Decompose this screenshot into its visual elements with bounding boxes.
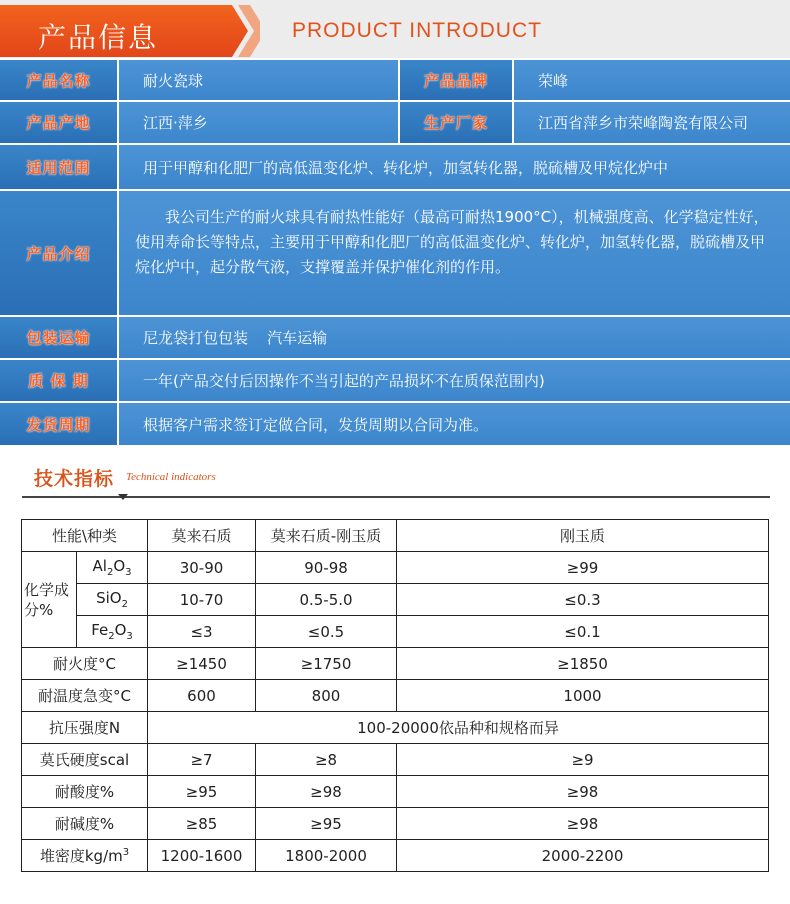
tech-title: 技术指标 bbox=[34, 468, 115, 490]
table-cell: ≥85 bbox=[148, 808, 256, 840]
header-ribbon bbox=[0, 5, 260, 57]
table-cell: ≥1450 bbox=[148, 648, 256, 680]
info-value: 耐火瓷球 bbox=[119, 60, 398, 100]
info-label: 适用范围 bbox=[0, 145, 117, 189]
page-title: 产品信息 bbox=[38, 21, 159, 54]
table-header-cell: 性能\种类 bbox=[22, 520, 148, 552]
table-row bbox=[22, 648, 769, 680]
row-label: 堆密度$kg/m^3$ bbox=[22, 840, 148, 872]
table-row bbox=[22, 808, 769, 840]
info-value: 用于甲醇和化肥厂的高低温变化炉、转化炉，加氢转化器，脱硫槽及甲烷化炉中 bbox=[119, 145, 790, 189]
info-row-name bbox=[0, 60, 790, 100]
table-cell: ≤3 bbox=[148, 616, 256, 648]
info-value: 我公司生产的耐火球具有耐热性能好（最高可耐热1900°C），机械强度高、化学稳定性好，使用寿命长等特点，主要用于甲醇和化肥厂的高低温变化炉、转化炉，加氢转化器，脱硫槽及甲烷化炉中，起分散气液，支撑覆盖并保护催化剂的作用。 bbox=[119, 191, 790, 315]
table-header-cell: 莫来石质 bbox=[148, 520, 256, 552]
table-cell: ≥8 bbox=[256, 744, 397, 776]
table-cell: 30-90 bbox=[148, 552, 256, 584]
table-cell: ≥7 bbox=[148, 744, 256, 776]
caret-down-icon bbox=[118, 494, 128, 500]
row-label: 耐火度°C bbox=[22, 648, 148, 680]
table-cell: 600 bbox=[148, 680, 256, 712]
table-cell: ≤0.5 bbox=[256, 616, 397, 648]
table-cell: ≥99 bbox=[397, 552, 769, 584]
table-row bbox=[22, 712, 769, 744]
table-cell: ≤0.1 bbox=[397, 616, 769, 648]
table-cell: ≥95 bbox=[148, 776, 256, 808]
info-row-delivery bbox=[0, 403, 790, 445]
info-value: 江西·萍乡 bbox=[119, 102, 398, 143]
table-cell: 1000 bbox=[397, 680, 769, 712]
info-label: 包装运输 bbox=[0, 317, 117, 358]
info-value: 江西省萍乡市荣峰陶瓷有限公司 bbox=[514, 102, 790, 143]
info-label: 发货周期 bbox=[0, 403, 117, 445]
table-row bbox=[22, 584, 769, 616]
row-label: 耐碱度% bbox=[22, 808, 148, 840]
table-cell: 2000-2200 bbox=[397, 840, 769, 872]
table-cell: 1200-1600 bbox=[148, 840, 256, 872]
info-label: 生产厂家 bbox=[400, 102, 512, 143]
table-cell: 800 bbox=[256, 680, 397, 712]
chem-label: 化学成分% bbox=[22, 552, 77, 648]
tech-title-en: Technical indicators bbox=[126, 471, 216, 483]
info-label: 产品介绍 bbox=[0, 191, 117, 315]
row-label: 抗压强度N bbox=[22, 712, 148, 744]
row-label: 耐温度急变°C bbox=[22, 680, 148, 712]
info-value: 尼龙袋打包包装 汽车运输 bbox=[119, 317, 790, 358]
info-label: 质 保 期 bbox=[0, 360, 117, 401]
table-cell: 10-70 bbox=[148, 584, 256, 616]
table-cell: ≥98 bbox=[256, 776, 397, 808]
table-cell: ≥1850 bbox=[397, 648, 769, 680]
chem-name: $Fe_2O_3$ bbox=[77, 616, 148, 648]
info-value: 一年(产品交付后因操作不当引起的产品损坏不在质保范围内) bbox=[119, 360, 790, 401]
table-cell: ≥1750 bbox=[256, 648, 397, 680]
table-header-cell: 刚玉质 bbox=[397, 520, 769, 552]
table-cell: 90-98 bbox=[256, 552, 397, 584]
chem-name: SiO$_2$ bbox=[77, 584, 148, 616]
table-cell: ≥95 bbox=[256, 808, 397, 840]
table-header-cell: 莫来石质-刚玉质 bbox=[256, 520, 397, 552]
info-row-pack bbox=[0, 317, 790, 358]
table-row bbox=[22, 552, 769, 584]
row-label: 耐酸度% bbox=[22, 776, 148, 808]
info-value: 荣峰 bbox=[514, 60, 790, 100]
row-label: 莫氏硬度scal bbox=[22, 744, 148, 776]
info-row-origin bbox=[0, 102, 790, 143]
page-subtitle: PRODUCT INTRODUCT bbox=[292, 19, 542, 42]
table-cell: ≤0.3 bbox=[397, 584, 769, 616]
table-row bbox=[22, 680, 769, 712]
info-row-warranty bbox=[0, 360, 790, 401]
table-cell: 100-20000依品种和规格而异 bbox=[148, 712, 769, 744]
spec-table bbox=[21, 519, 769, 872]
table-cell: 0.5-5.0 bbox=[256, 584, 397, 616]
table-row bbox=[22, 776, 769, 808]
table-row bbox=[22, 616, 769, 648]
table-cell: ≥98 bbox=[397, 776, 769, 808]
table-row bbox=[22, 840, 769, 872]
table-cell: ≥98 bbox=[397, 808, 769, 840]
table-cell: ≥9 bbox=[397, 744, 769, 776]
chem-name: $Al_2O_3$ bbox=[77, 552, 148, 584]
table-header-row bbox=[22, 520, 769, 552]
info-value: 根据客户需求签订定做合同，发货周期以合同为准。 bbox=[119, 403, 790, 445]
table-cell: 1800-2000 bbox=[256, 840, 397, 872]
header-banner bbox=[0, 0, 790, 58]
info-label: 产品产地 bbox=[0, 102, 117, 143]
tech-section-header bbox=[22, 462, 770, 498]
info-row-intro bbox=[0, 191, 790, 315]
info-label: 产品名称 bbox=[0, 60, 117, 100]
table-row bbox=[22, 744, 769, 776]
info-label: 产品品牌 bbox=[400, 60, 512, 100]
info-row-scope bbox=[0, 145, 790, 189]
